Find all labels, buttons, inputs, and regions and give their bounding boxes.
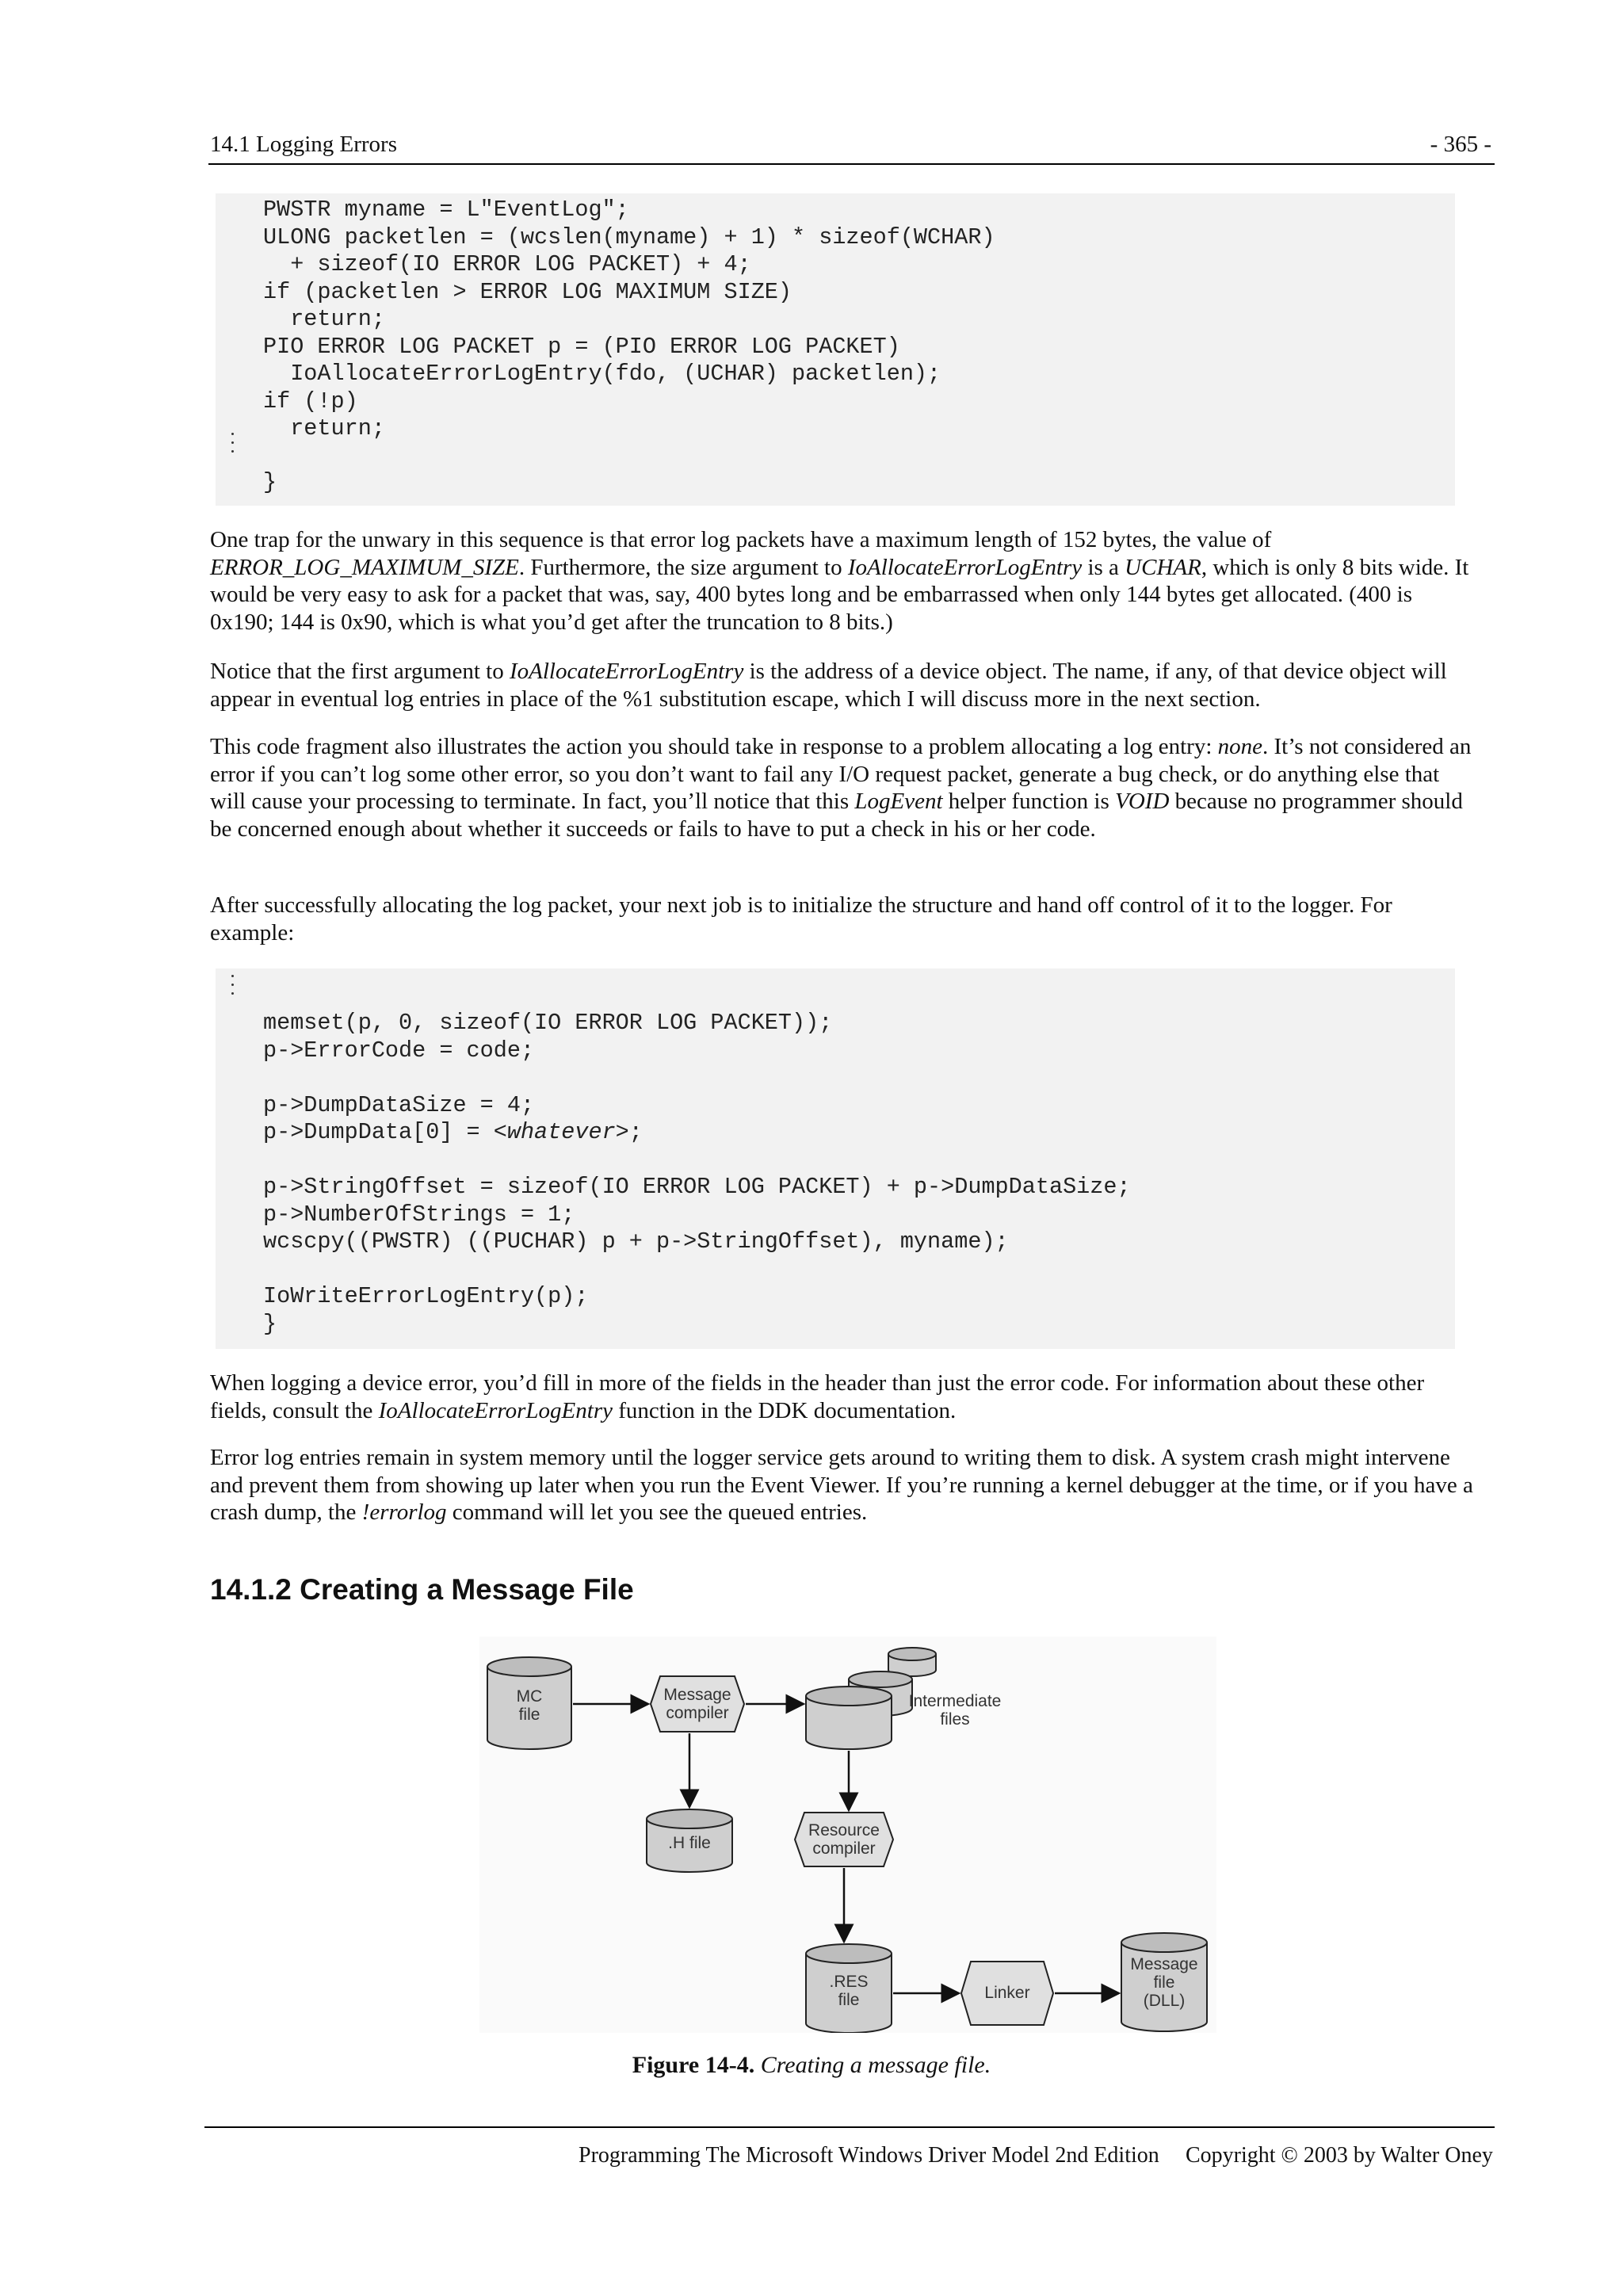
message-file-diagram	[479, 1637, 1216, 2033]
code-line: if (!p)	[263, 388, 358, 415]
paragraph: Notice that the first argument to IoAllocateErrorLogEntry is the address of a device object. The name, if any, of that device object will appear in eventual log entries in place of the %1 substitution escape, which I will discuss more in the next section.	[210, 659, 1447, 712]
code-line: p->StringOffset = sizeof(IO ERROR LOG PACKET) + p->DumpDataSize;	[263, 1174, 1131, 1200]
code-block-1	[216, 193, 1455, 506]
resource-compiler-label: Resource compiler	[808, 1821, 880, 1858]
code-line: }	[263, 1310, 277, 1337]
ellipsis-dots	[231, 433, 239, 459]
message-dll-label: Message file (DLL)	[1130, 1955, 1198, 2010]
page-header	[208, 128, 1495, 165]
code-line: + sizeof(IO ERROR LOG PACKET) + 4;	[263, 251, 751, 277]
intermediate-files-label: Intermediate files	[908, 1692, 1002, 1729]
code-line: }	[263, 469, 277, 495]
code-line: PWSTR myname = L"EventLog";	[263, 197, 629, 223]
code-line: IoWriteErrorLogEntry(p);	[263, 1283, 589, 1309]
code-block-2	[216, 968, 1455, 1349]
footer-rule	[204, 2126, 1495, 2128]
code-line: IoAllocateErrorLogEntry(fdo, (UCHAR) packetlen);	[263, 361, 941, 387]
h-file-label: .H file	[668, 1834, 711, 1852]
ellipsis-dots	[231, 975, 239, 1001]
figure-caption-label: Figure 14-4.	[632, 2052, 755, 2078]
code-line: if (packetlen > ERROR LOG MAXIMUM SIZE)	[263, 278, 792, 305]
code-line: p->DumpDataSize = 4;	[263, 1091, 535, 1118]
page-number: - 365 -	[1430, 132, 1491, 157]
paragraph: When logging a device error, you’d fill in more of the fields in the header than just the error code. For information about these other fields, consult the IoAllocateErrorLogEntry function in the DDK documentation.	[210, 1370, 1425, 1423]
paragraph: One trap for the unwary in this sequence is that error log packets have a maximum length of 152 bytes, the value of ERROR_LOG_MAXIMUM_SIZE. Furthermore, the size argument to IoAllocateErrorLogEntry is a UCHAR, which is only 8 bits wide. It would be very easy to ask for a packet that was, say, 400 bytes long and be embarrassed when only 144 bytes get allocated. (400 is 0x190; 144 is 0x90, which is what you’d get after the truncation to 8 bits.)	[210, 527, 1469, 635]
res-file-label: .RES file	[829, 1973, 869, 2009]
mc-file-label: MC file	[516, 1687, 543, 1724]
footer-book-title: Programming The Microsoft Windows Driver Model 2nd Edition	[579, 2143, 1159, 2168]
code-line: p->ErrorCode = code;	[263, 1037, 535, 1064]
code-line: wcscpy((PWSTR) ((PUCHAR) p + p->StringOffset), myname);	[263, 1228, 1009, 1255]
code-line: PIO ERROR LOG PACKET p = (PIO ERROR LOG PACKET)	[263, 333, 900, 360]
section-heading: 14.1.2 Creating a Message File	[210, 1573, 634, 1606]
code-line: ULONG packetlen = (wcslen(myname) + 1) * sizeof(WCHAR)	[263, 223, 995, 250]
code-line: p->DumpData[0] = <whatever>;	[263, 1119, 643, 1145]
footer-copyright: Copyright © 2003 by Walter Oney	[1186, 2143, 1493, 2168]
code-line: memset(p, 0, sizeof(IO ERROR LOG PACKET));	[263, 1010, 833, 1036]
paragraph: After successfully allocating the log packet, your next job is to initialize the structure and hand off control of it to the logger. For example:	[210, 892, 1392, 946]
code-line: p->NumberOfStrings = 1;	[263, 1201, 575, 1228]
figure-caption-text: Creating a message file.	[754, 2052, 991, 2078]
code-line: return;	[263, 306, 385, 332]
code-line: return;	[263, 415, 385, 441]
linker-label: Linker	[984, 1984, 1030, 2002]
message-compiler-label: Message compiler	[663, 1686, 731, 1722]
paragraph: This code fragment also illustrates the action you should take in response to a problem allocating a log entry: none. It’s not considered an error if you can’t log some other error, so you don’t want to fail any I/O request packet, generate a bug check, or do anything else that will cause your processing to terminate. In fact, you’ll notice that this LogEvent helper function is VOID because no programmer should be concerned enough about whether it succeeds or fails to have to put a check in his or her code.	[210, 734, 1472, 842]
running-section-title: 14.1 Logging Errors	[210, 132, 397, 157]
figure-caption	[0, 2052, 1623, 2079]
paragraph: Error log entries remain in system memory until the logger service gets around to writing them to disk. A system crash might intervene and prevent them from showing up later when you run the Event Viewer. If you’re running a kernel debugger at the time, or if you have a crash dump, the !errorlog command will let you see the queued entries.	[210, 1445, 1473, 1525]
